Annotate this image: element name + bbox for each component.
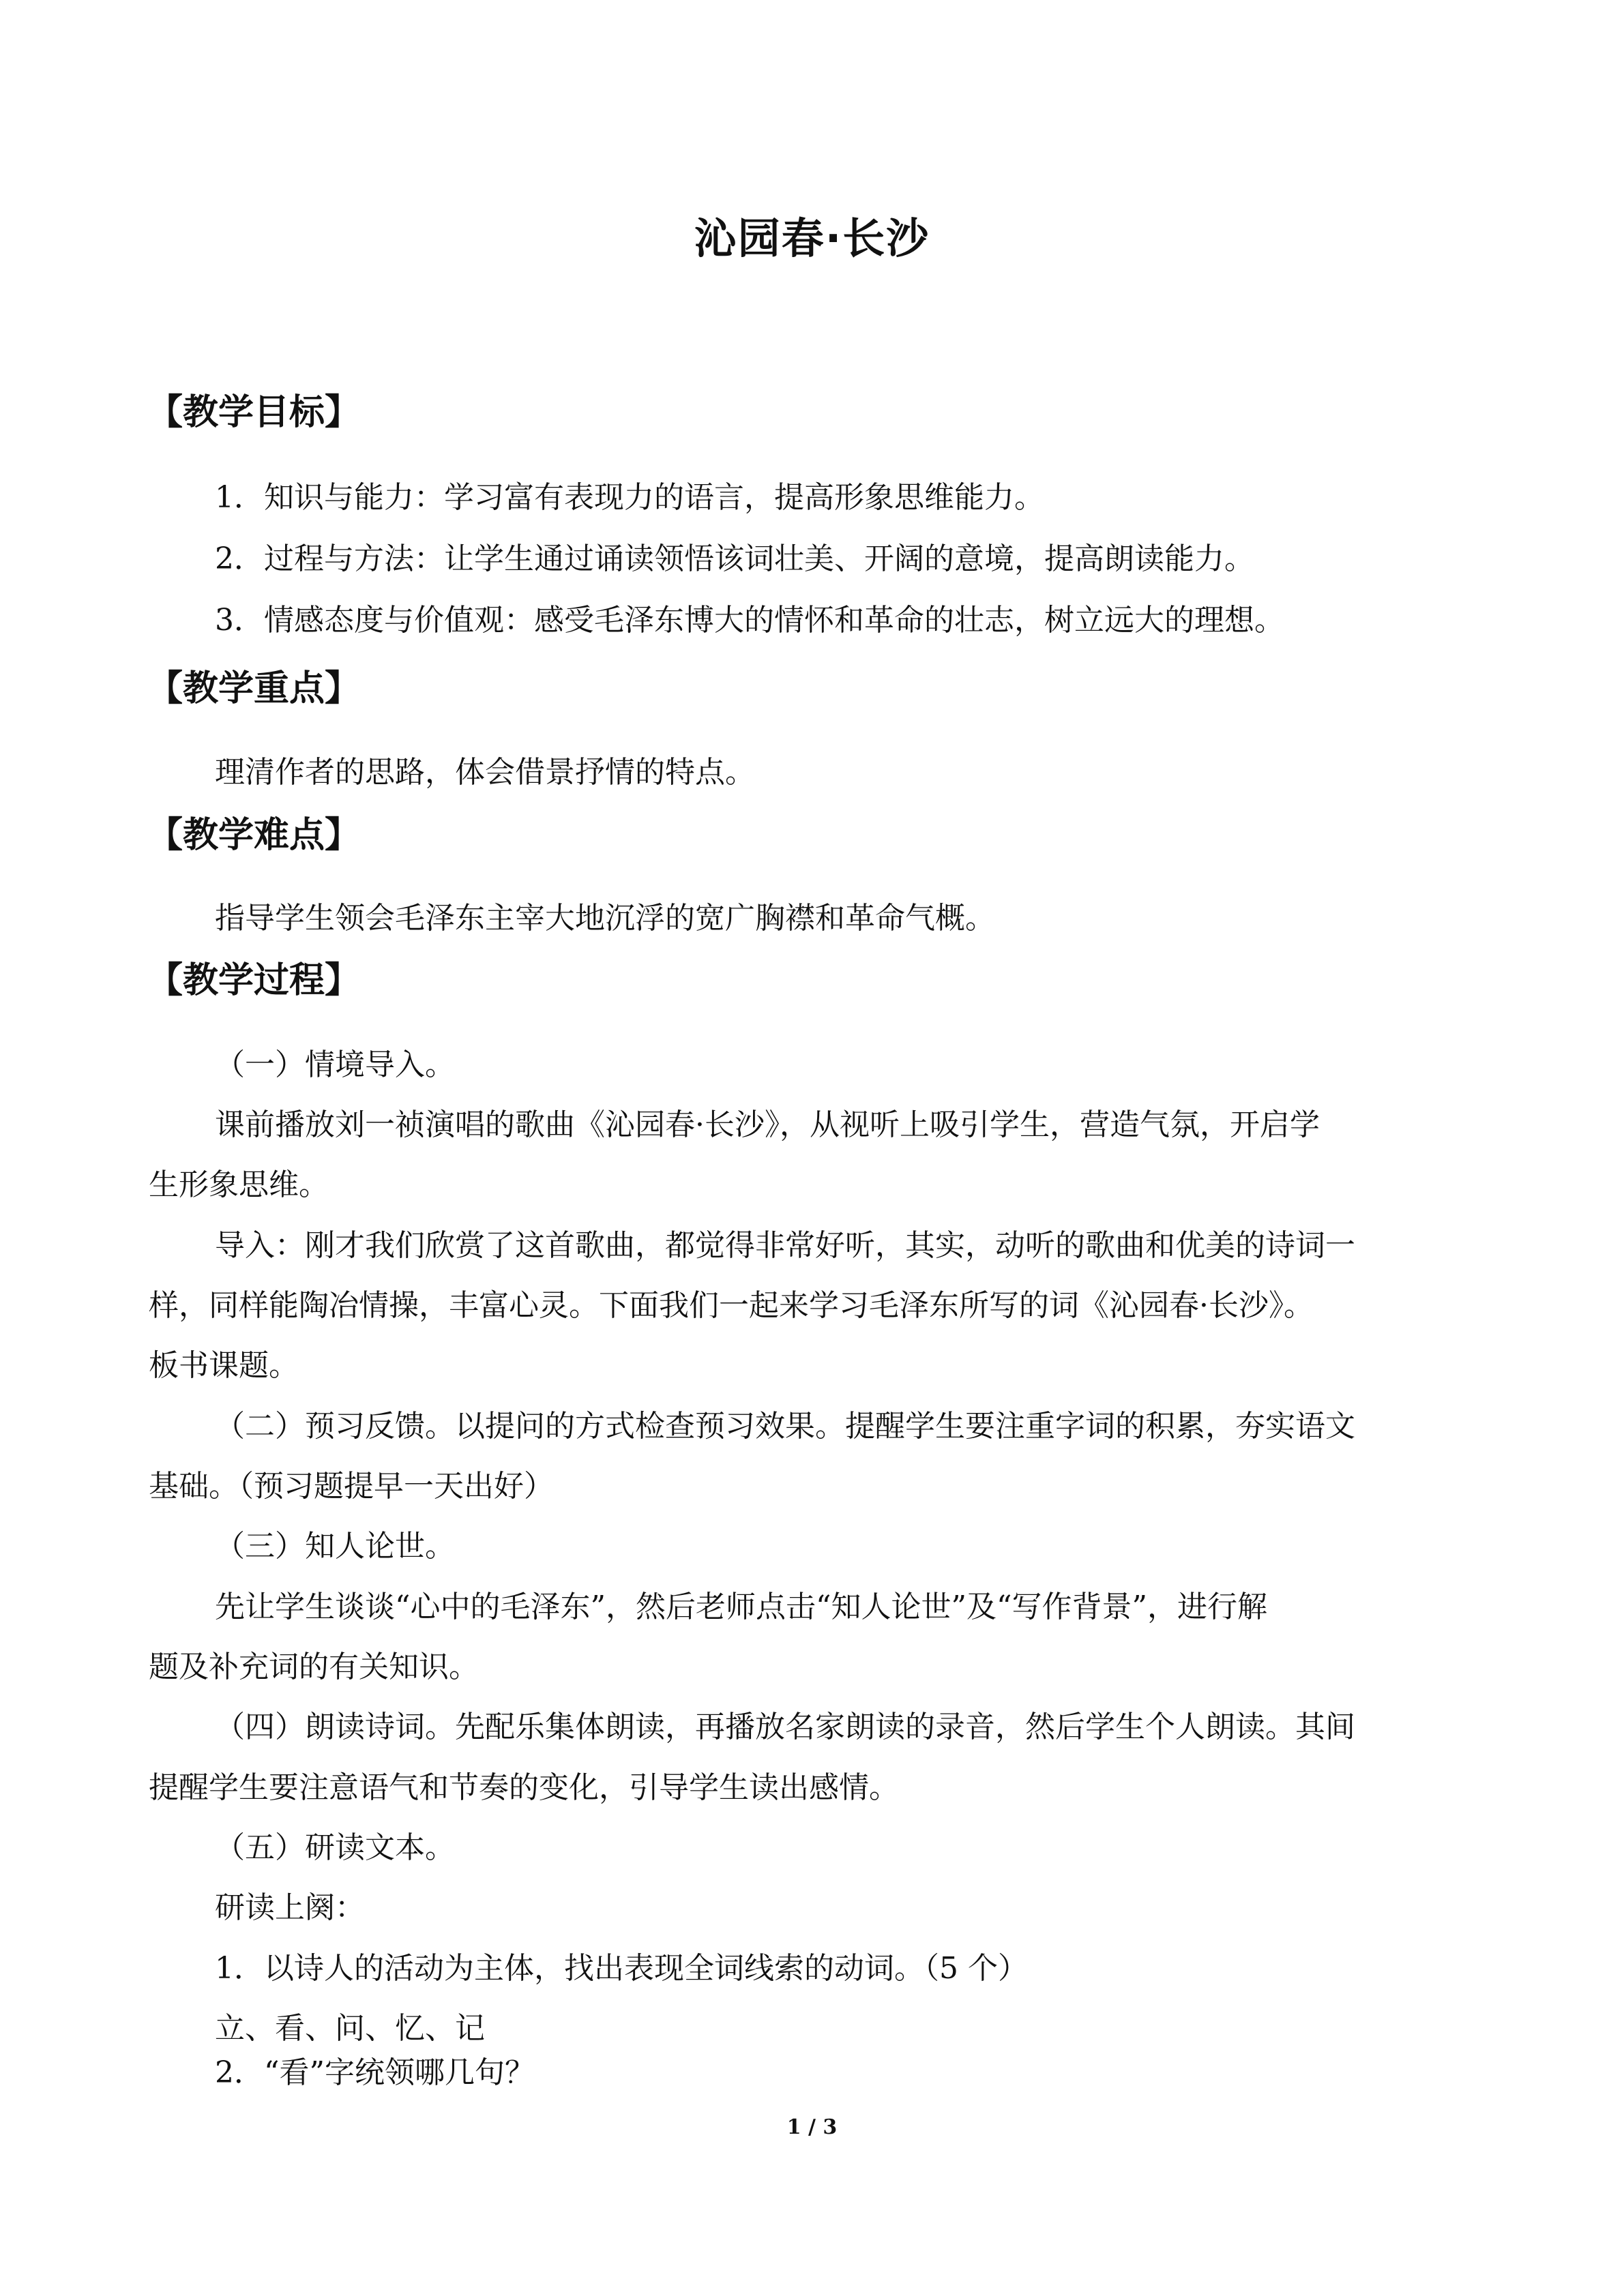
process-line: 1．以诗人的活动为主体，找出表现全词线索的动词。（5 个） [215,1951,1028,1986]
page-indicator: 1 / 3 [786,2115,838,2139]
page-title: 沁园春·长沙 [694,213,930,263]
section-heading-process: 【教学过程】 [147,960,361,1001]
section-heading-key-points: 【教学重点】 [147,668,361,709]
process-line: 样，同样能陶冶情操，丰富心灵。下面我们一起来学习毛泽东所写的词《沁园春·长沙》。 [149,1288,1314,1323]
objective-item: 3．情感态度与价值观：感受毛泽东博大的情怀和革命的壮志，树立远大的理想。 [215,603,1284,638]
process-line: 立、看、问、忆、记 [215,2011,485,2046]
process-line: 课前播放刘一祯演唱的歌曲《沁园春·长沙》，从视听上吸引学生，营造气氛，开启学 [215,1107,1320,1142]
section-heading-objectives: 【教学目标】 [147,392,361,433]
process-line: 板书课题。 [149,1348,299,1383]
key-points-text: 理清作者的思路，体会借景抒情的特点。 [215,755,755,790]
process-line: （五）研读文本。 [215,1830,455,1865]
process-line: （四）朗读诗词。先配乐集体朗读，再播放名家朗读的录音，然后学生个人朗读。其间 [215,1710,1355,1744]
difficulties-text: 指导学生领会毛泽东主宰大地沉浮的宽广胸襟和革命气概。 [215,901,995,936]
section-heading-difficulties: 【教学难点】 [147,815,361,856]
process-line: 生形象思维。 [149,1167,329,1202]
process-line: 题及补充词的有关知识。 [149,1650,479,1684]
process-line: 基础。（预习题提早一天出好） [149,1469,554,1504]
process-line: （二）预习反馈。以提问的方式检查预习效果。提醒学生要注重字词的积累，夯实语文 [215,1409,1355,1444]
process-line: 先让学生谈谈“心中的毛泽东”，然后老师点击“知人论世”及“写作背景”，进行解 [215,1590,1267,1624]
process-line: 提醒学生要注意语气和节奏的变化，引导学生读出感情。 [149,1770,899,1805]
process-line: （一）情境导入。 [215,1047,455,1082]
objective-item: 1．知识与能力：学习富有表现力的语言，提高形象思维能力。 [215,480,1044,515]
process-line: 导入：刚才我们欣赏了这首歌曲，都觉得非常好听，其实，动听的歌曲和优美的诗词一 [215,1228,1355,1263]
objective-item: 2．过程与方法：让学生通过诵读领悟该词壮美、开阔的意境，提高朗读能力。 [215,541,1254,576]
process-line: （三）知人论世。 [215,1529,455,1564]
process-line: 2．“看”字统领哪几句？ [215,2055,535,2090]
process-line: 研读上阕： [215,1890,365,1925]
